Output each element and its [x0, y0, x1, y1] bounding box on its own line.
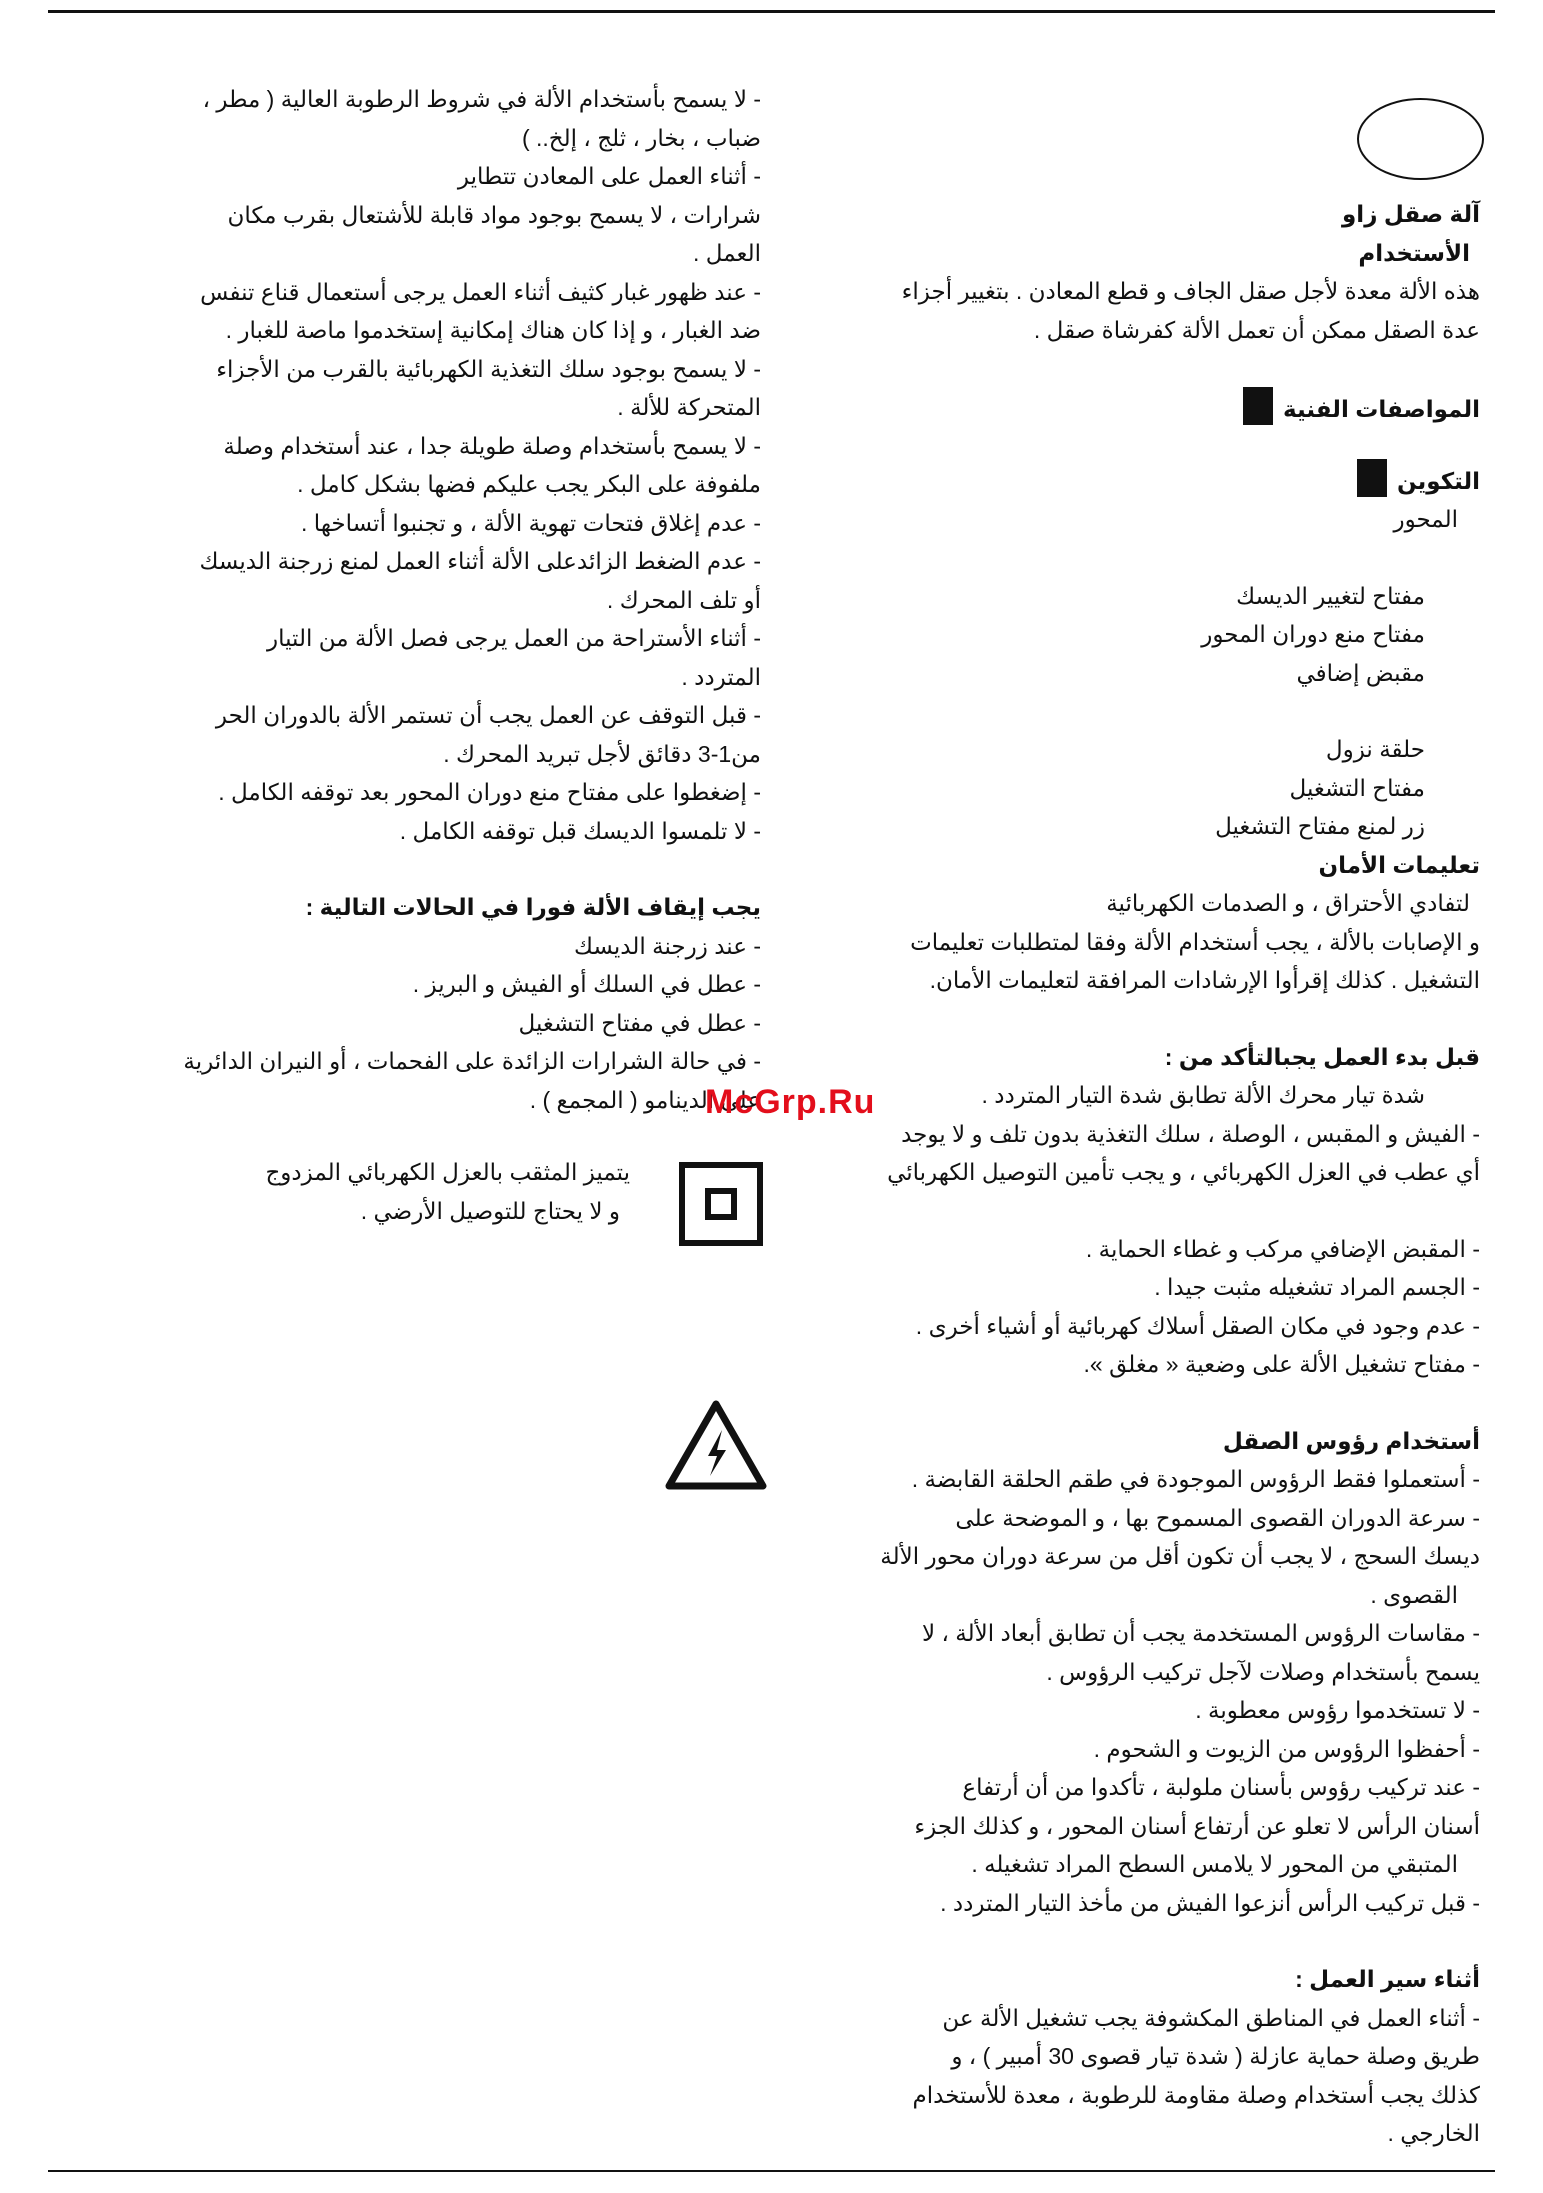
bottom-rule: [48, 2170, 1495, 2172]
double-insulation-line: يتميز المثقب بالعزل الكهربائي المزدوج: [265, 1159, 630, 1185]
safety-item: - لا يسمح بأستخدام وصلة طويلة جدا ، عند أستخدام وصلة: [223, 432, 761, 459]
left-column: [96, 80, 761, 1119]
heads-item: - قبل تركيب الرأس أنزعوا الفيش من مأخذ التيار المتردد .: [940, 1889, 1480, 1916]
before-item: - عدم وجود في مكان الصقل أسلاك كهربائية أو أشياء أخرى .: [915, 1312, 1480, 1339]
safety-item: العمل .: [693, 240, 761, 266]
safety-item: - عدم إغلاق فتحات تهوية الألة ، و تجنبوا أتساخها .: [301, 509, 761, 536]
safety-item: - لا يسمح بوجود سلك التغذية الكهربائية بالقرب من الأجزاء: [216, 355, 761, 382]
page-title: آلة صقل زاو: [1342, 201, 1480, 227]
safety-item: ضد الغبار ، و إذا كان هناك إمكانية إستخدموا ماصة للغبار .: [225, 317, 761, 343]
during-item: كذلك يجب أستخدام وصلة مقاومة للرطوبة ، معدة للأستخدام: [912, 2081, 1480, 2108]
safety-line: التشغيل . كذلك إقرأوا الإرشادات المرافقة لتعليمات الأمان.: [929, 967, 1480, 993]
before-item: - الجسم المراد تشغيله مثبت جيدا .: [1154, 1274, 1480, 1300]
before-work-heading: قبل بدء العمل يجبالتأكد من :: [1164, 1043, 1480, 1070]
heads-heading: أستخدام رؤوس الصقل: [1222, 1427, 1480, 1454]
config-heading: التكوين: [810, 459, 1480, 501]
square-marker-icon: [1357, 459, 1387, 497]
watermark: McGrp.Ru: [705, 1083, 876, 1121]
heads-item: - سرعة الدوران القصوى المسموح بها ، و الموضحة على: [955, 1504, 1480, 1531]
heads-item: ديسك السحج ، لا يجب أن تكون أقل من سرعة دوران محور الألة: [880, 1543, 1480, 1569]
heads-item: - عند تركيب رؤوس بأسنان ملولبة ، تأكدوا من أن أرتفاع: [962, 1774, 1480, 1800]
safety-item: شرارات ، لا يسمح بوجود مواد قابلة للأشتعال بقرب مكان: [227, 201, 761, 228]
safety-item: - عدم الضغط الزائدعلى الألة أثناء العمل لمنع زرجنة الديسك: [199, 548, 761, 574]
heads-item: - مقاسات الرؤوس المستخدمة يجب أن تطابق أبعاد الألة ، لا: [921, 1620, 1480, 1646]
heads-item: - أستعملوا فقط الرؤوس الموجودة في طقم الحلقة القابضة .: [911, 1466, 1480, 1492]
config-item: مفتاح منع دوران المحور: [1201, 621, 1425, 647]
top-rule: [48, 10, 1495, 13]
usage-line: عدة الصقل ممكن أن تعمل الألة كفرشاة صقل .: [1033, 316, 1480, 343]
safety-item: - لا يسمح بأستخدام الألة في شروط الرطوبة العالية ( مطر ،: [202, 86, 761, 112]
before-item: - مفتاح تشغيل الألة على وضعية « مغلق ».: [1083, 1351, 1480, 1377]
config-item: مفتاح التشغيل: [1289, 774, 1425, 801]
before-item: - المقبض الإضافي مركب و غطاء الحماية .: [1085, 1235, 1480, 1262]
safety-item: ضباب ، بخار ، ثلج ، إلخ.. ): [521, 124, 761, 151]
heads-item: - لا تستخدموا رؤوس معطوبة .: [1195, 1697, 1480, 1723]
double-insulation-icon: [679, 1162, 763, 1246]
specs-heading: المواصفات الفنية: [810, 387, 1480, 429]
heads-item: المتبقي من المحور لا يلامس السطح المراد تشغيله .: [971, 1851, 1458, 1877]
heads-item: يسمح بأستخدام وصلات لآجل تركيب الرؤوس .: [1046, 1658, 1480, 1685]
usage-heading: الأستخدام: [1358, 239, 1470, 266]
during-item: طريق وصلة حماية عازلة ( شدة تيار قصوى 30 أمبير ) ، و: [951, 2043, 1480, 2069]
language-oval-badge: [1357, 98, 1484, 180]
before-item: - الفيش و المقبس ، الوصلة ، سلك التغذية بدون تلف و لا يوجد: [901, 1120, 1480, 1147]
usage-line: هذه الألة معدة لأجل صقل الجاف و قطع المعادن . بتغيير أجزاء: [901, 278, 1480, 304]
double-insulation-note: [190, 1153, 630, 1230]
safety-item: - لا تلمسوا الديسك قبل توقفه الكامل .: [399, 817, 761, 844]
before-item: شدة تيار محرك الألة تطابق شدة التيار المتردد .: [981, 1082, 1425, 1108]
stop-item: - عطل في مفتاح التشغيل: [518, 1009, 761, 1036]
during-work-heading: أثناء سير العمل :: [1295, 1966, 1480, 1992]
during-item: - أثناء العمل في المناطق المكشوفة يجب تشغيل الألة عن: [942, 2004, 1480, 2031]
safety-item: - أثناء الأستراحة من العمل يرجى فصل الألة من التيار: [266, 625, 761, 651]
config-item: حلقة نزول: [1325, 736, 1425, 762]
safety-line: لتفادي الأحتراق ، و الصدمات الكهربائية: [1106, 890, 1470, 916]
config-item: مفتاح لتغيير الديسك: [1236, 582, 1425, 609]
heads-item: القصوى .: [1370, 1581, 1458, 1608]
stop-item: على الدينامو ( المجمع ) .: [529, 1086, 761, 1113]
safety-item: - أثناء العمل على المعادن تتطاير: [457, 163, 761, 189]
stop-heading: يجب إيقاف الألة فورا في الحالات التالية :: [305, 894, 761, 920]
safety-line: و الإصابات بالألة ، يجب أستخدام الألة وفقا لمتطلبات تعليمات: [910, 928, 1480, 955]
stop-item: - عطل في السلك أو الفيش و البريز .: [412, 971, 761, 997]
electric-hazard-warning-icon: [664, 1398, 768, 1494]
config-item: زر لمنع مفتاح التشغيل: [1215, 813, 1425, 839]
safety-item: ملفوفة على البكر يجب عليكم فضها بشكل كامل .: [297, 471, 761, 497]
safety-item: - عند ظهور غبار كثيف أثناء العمل يرجى أستعمال قناع تنفس: [200, 278, 761, 305]
safety-item: المتردد .: [681, 663, 761, 690]
during-item: الخارجي .: [1387, 2120, 1480, 2146]
safety-heading: تعليمات الأمان: [1318, 851, 1480, 878]
stop-item: - في حالة الشرارات الزائدة على الفحمات ، أو النيران الدائرية: [183, 1048, 761, 1074]
safety-item: - إضغطوا على مفتاح منع دوران المحور بعد توقفه الكامل .: [218, 779, 761, 805]
safety-item: أو تلف المحرك .: [606, 586, 761, 613]
double-insulation-line: و لا يحتاج للتوصيل الأرضي .: [360, 1197, 620, 1224]
stop-item: - عند زرجنة الديسك: [573, 932, 761, 959]
safety-item: من1-3 دقائق لأجل تبريد المحرك .: [443, 740, 761, 767]
heads-item: - أحفظوا الرؤوس من الزيوت و الشحوم .: [1093, 1735, 1480, 1762]
heads-item: أسنان الرأس لا تعلو عن أرتفاع أسنان المحور ، و كذلك الجزء: [914, 1812, 1480, 1839]
right-column: [810, 195, 1480, 2153]
config-item: مقبض إضافي: [1296, 659, 1425, 686]
safety-item: المتحركة للألة .: [617, 394, 761, 420]
safety-item: - قبل التوقف عن العمل يجب أن تستمر الألة بالدوران الحر: [215, 702, 761, 728]
before-item: أي عطب في العزل الكهربائي ، و يجب تأمين التوصيل الكهربائي: [887, 1159, 1480, 1185]
config-item: المحور: [1393, 506, 1458, 532]
square-marker-icon: [1243, 387, 1273, 425]
